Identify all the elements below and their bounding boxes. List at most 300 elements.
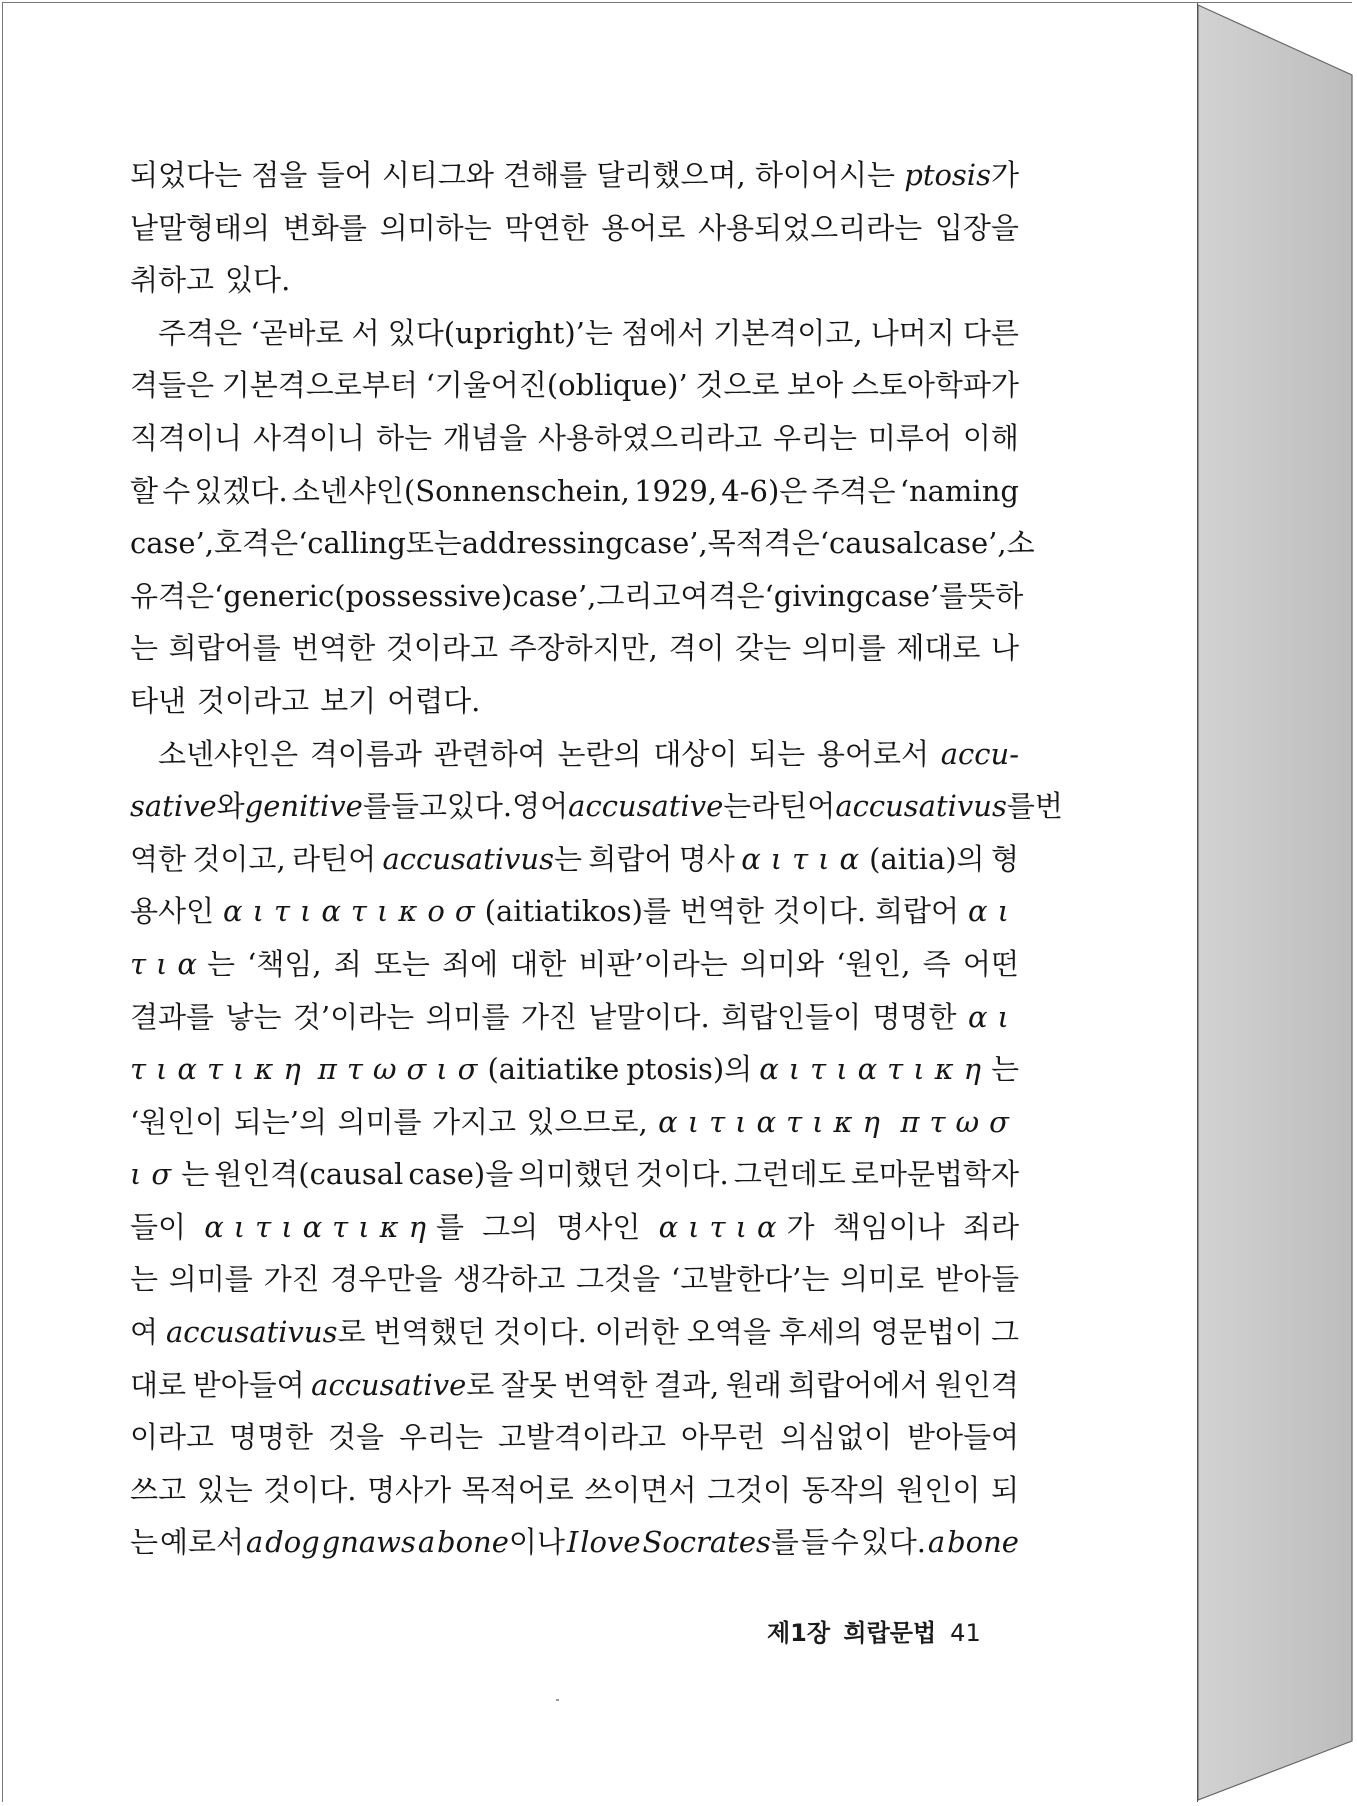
word-group [526,1096,647,1149]
word: 제대로 [896,631,981,666]
word: 호격은 [214,526,299,561]
word: 받아들여 [906,1420,1019,1455]
word-group [462,517,624,570]
word: 기본격으로부터 [221,368,418,403]
book-edge-graphic [1198,3,1353,1802]
text-line [130,885,1019,938]
word: ‘calling [298,526,406,561]
text-line [130,1464,1019,1517]
word: bone [947,1525,1019,1560]
greek-word: αιτια [658,1209,787,1244]
word-group [386,622,498,675]
word: 후세의 [778,1315,863,1350]
word: 영문법이 [870,1315,983,1350]
word: 번역했던 [373,1315,486,1350]
word: 되는 [749,736,806,771]
word-group [900,1096,1019,1149]
word-group [318,1043,619,1096]
word-group [330,1253,442,1306]
word: 결과를 [130,999,215,1034]
text-line [130,728,1019,781]
word: 격이 [668,631,725,666]
word: 명명한 [228,1420,314,1455]
word-group [835,780,1035,833]
word: 들어 [316,158,373,192]
word: Socrates [642,1525,771,1560]
greek-word: τιατικη [130,1052,311,1087]
book-edge [1198,3,1353,1802]
word: case’를 [864,578,968,613]
word: 죄 [333,946,362,981]
word: 명명한 [872,999,957,1034]
word: 용어로서 [816,736,929,771]
word-group [382,833,582,886]
word: 것으로 [695,368,780,403]
word: 있겠다. [194,473,288,508]
word: genitive [244,789,363,824]
word-group [509,622,658,675]
word: 생각하고 [453,1262,566,1297]
greek-word: αιτιατικοσ [222,894,485,929]
text-line [130,622,1019,675]
word-group [494,1306,587,1359]
word: ‘causal [819,526,923,561]
word: 있는 [196,1472,253,1507]
word: 의미했던 [518,1157,631,1192]
word-group [749,728,805,781]
word-group [158,728,298,781]
word-group [759,1043,1019,1096]
word-group [442,938,498,991]
word-group [871,307,955,360]
word: 원인격(causal [214,1157,404,1192]
word-group [721,991,861,1044]
word-group [387,675,480,728]
word: 타낸 [130,683,187,718]
word-group [563,1359,647,1412]
word-group [851,1148,1019,1201]
word-group [896,1464,980,1517]
word-group [538,412,762,465]
word-group [820,517,923,570]
word-group [578,938,727,991]
word: 미루어 [867,420,952,455]
word-group [680,885,764,938]
greek-word: πτωσ [900,1104,1019,1139]
word-group [388,307,613,360]
word-group [250,307,343,360]
word: 하이어시는 [754,158,896,192]
word-group [596,570,680,623]
word-group [291,622,375,675]
word-group [904,149,1019,202]
word-group [512,780,568,833]
word: 를 [770,1525,799,1560]
word-group [963,938,1019,991]
word: 는 [553,841,582,876]
word: 들이 [130,1209,187,1244]
word: 가 [990,158,1019,192]
word-group [194,465,287,518]
word: 들 [800,1525,829,1560]
word: 뜻하 [967,578,1024,613]
word-group [130,254,214,307]
word-group [588,991,709,1044]
word-group [812,465,896,518]
word-group [426,991,510,1044]
book-page [3,3,1198,1802]
word: 는 [130,1525,159,1560]
word-group [130,1043,311,1096]
word: 로마문법학자 [850,1157,1019,1192]
word: 4-6)은 [721,473,808,508]
word-group [621,307,705,360]
text-line [130,1148,1019,1201]
word-group [576,1253,660,1306]
word: ‘책임, [247,946,322,981]
word-group [334,938,362,991]
word-group [764,570,864,623]
word: 를 [362,789,391,824]
word: 우리는 [772,420,857,455]
word: 명사가 [367,1472,452,1507]
word: 대한 [510,946,567,981]
word-group [130,1096,223,1149]
word-group [851,359,1019,412]
word-group [130,412,242,465]
word: 그의 [482,1209,539,1244]
word: 사용하였으리라고 [537,420,763,455]
word-group [504,202,588,255]
word: 는 [723,789,752,824]
word: 여격은 [680,578,765,613]
word-group [935,1359,1019,1412]
word: 영어 [512,789,569,824]
word: 할 [130,473,159,508]
word: 그런데도 [733,1157,846,1192]
word: 달리했으며, [596,158,746,192]
word: 어떤 [962,946,1019,981]
word: ‘naming [899,473,1019,508]
word-group [734,1148,846,1201]
word: 있으므로, [526,1104,648,1139]
word: 결과, [653,1367,720,1402]
word-group [225,254,290,307]
running-footer [767,1613,981,1648]
word: 사용되었으리라는 [698,210,923,245]
word: 가 [786,1209,815,1244]
word-group [751,780,835,833]
word: 희랍어를 [168,631,281,666]
word-group [246,1516,263,1569]
word-group [773,412,857,465]
word-group [695,359,779,412]
word-group [130,675,186,728]
word: 잘못 [500,1367,557,1402]
word: 와 [216,789,245,824]
word-group [568,780,751,833]
word: 서 [351,315,380,350]
word: 예로서 [159,1525,244,1560]
word-group [197,1464,253,1517]
word: (aitiatikos)를 [484,894,671,929]
word: 것이다. [493,1315,587,1350]
word-group [367,1464,451,1517]
word: ‘giving [764,578,865,613]
text-line [130,780,1063,833]
word: ‘generic(possessive) [214,578,513,613]
word: 수 [162,473,191,508]
word-group [222,359,418,412]
word-group [130,149,242,202]
word: a [245,1525,264,1560]
word: 는 [207,946,236,981]
word-group [130,359,214,412]
word-group [322,1516,416,1569]
text-line [130,1516,1019,1569]
word-group [779,1306,863,1359]
text-line [130,1306,1019,1359]
word: accusative [311,1367,467,1402]
word-group [740,938,824,991]
word: 격이름과 [309,736,422,771]
word: 또는 [373,946,430,981]
word-group [967,570,1023,623]
word-group [130,1306,158,1359]
word: addressing [461,526,624,561]
word: 그것을 [576,1262,661,1297]
word: 막연한 [504,210,589,245]
word: (aitiatike [487,1052,620,1087]
text-line [130,412,1019,465]
text-line [130,675,1019,728]
word-group [713,307,862,360]
word-group [658,1096,890,1149]
word-group [265,1516,320,1569]
word: 형 [990,841,1019,876]
word-group [642,1516,798,1569]
word-group [687,1306,771,1359]
text-line [130,1043,1019,1096]
word: 의미를 [801,631,886,666]
word-group [735,622,791,675]
word-group [434,728,546,781]
word-group [214,570,512,623]
word: 소넨샤인(Sonnenschein, [291,473,630,508]
word: dog [265,1525,320,1560]
word: 되었다는 [130,158,243,192]
word-group [192,833,285,886]
word: 1929, [634,473,718,508]
text-line [130,1201,1019,1254]
word: case’, [922,526,1007,561]
word: 번역한 [291,631,376,666]
word-group [169,1253,253,1306]
word: 수 [830,1525,859,1560]
word-group [214,517,298,570]
word: 또는 [405,526,462,561]
word-group [634,465,717,518]
word-group [896,622,980,675]
text-line [130,1096,1019,1149]
word-group [130,622,158,675]
word-group [292,833,376,886]
word: 점을 [251,158,308,192]
word-group [788,1359,928,1412]
word-group [130,1359,186,1412]
word: 것이라고 [197,683,310,718]
greek-word: ισ [130,1157,182,1192]
word: 명사인 [556,1209,641,1244]
word-group [817,728,929,781]
word-group [653,728,737,781]
word: 우리는 [398,1420,483,1455]
word: accu- [940,736,1019,771]
word: ‘원인이 [130,1104,224,1139]
word: 받아들 [934,1262,1019,1297]
word: 대로 [130,1367,187,1402]
word: 가지고 [431,1104,516,1139]
word: accusativus [835,789,1007,824]
word-group [418,1516,435,1569]
word-group [223,885,671,938]
word: 의미와 [739,946,824,981]
word-group [130,1464,186,1517]
word: 로 [337,1315,366,1350]
word-group [802,622,886,675]
word: 들고 [390,789,447,824]
word: 희랍어 [875,894,960,929]
word: 사격이니 [252,420,366,455]
word: a [927,1525,946,1560]
word: 로 [466,1367,495,1402]
word: 이해 [962,420,1019,455]
word-group [726,1359,782,1412]
word: 책임이나 [832,1209,945,1244]
chapter-title: 제1장 희랍문법 [767,1619,937,1647]
word-group [584,1464,696,1517]
word-group [204,1201,464,1254]
word-group [320,675,376,728]
word-group [787,359,843,412]
word: (aitia)의 [869,841,985,876]
word-group [229,1411,313,1464]
text-line [130,1253,1019,1306]
word-group [681,1411,765,1464]
word: 논란의 [557,736,642,771]
word-group [130,570,214,623]
word: I [566,1525,579,1560]
word-group [721,465,807,518]
word-group [130,938,235,991]
word-group [453,1253,565,1306]
word-group [601,202,685,255]
word-group [698,202,922,255]
word-group [328,1411,384,1464]
word-group [991,1306,1019,1359]
word-group [968,991,1019,1044]
word: 는 [130,1262,159,1297]
word-group [991,622,1019,675]
print-speck [556,1699,559,1701]
word-group [503,149,587,202]
text-line [130,202,1019,255]
word: 번역한 [563,1367,648,1402]
word-group [166,1306,366,1359]
word-group [596,149,745,202]
word: accusative [568,789,724,824]
word: 쓰이면서 [584,1472,697,1507]
word-group [292,465,630,518]
word-group [873,991,957,1044]
text-line [130,307,1019,360]
word: 원래 [725,1367,782,1402]
word: 역한 [130,841,187,876]
word: 있다(upright)’는 [387,315,613,350]
word-group [406,517,462,570]
word-group [193,1359,305,1412]
text-line [130,938,1019,991]
word: 것’이라는 [292,999,415,1034]
word-group [234,1096,327,1149]
word-group [963,412,1019,465]
word-group [680,570,764,623]
word-group [376,412,432,465]
word: 변화를 [282,210,367,245]
word-group [991,1464,1019,1517]
word: 주격은 [158,315,243,350]
word: 를 [1006,789,1035,824]
text-line [130,149,1019,202]
word-group [654,1359,719,1412]
word-group [963,1201,1019,1254]
word-group [935,1253,1019,1306]
word-group [130,1516,158,1569]
word-group [130,780,245,833]
word: 경우만을 [330,1262,443,1297]
word: accusativus [382,841,554,876]
word-group [947,1516,1019,1569]
word: 이나 [508,1525,565,1560]
greek-word: αιτιατικη [759,1052,991,1087]
word-group [871,1306,983,1359]
word: 유격은 [130,578,215,613]
word-group [408,1148,513,1201]
word-group [928,1516,945,1569]
word-group [317,149,373,202]
word-group [380,202,492,255]
word-group [498,1411,666,1464]
word: ptosis [904,158,991,192]
word-group [214,1148,403,1201]
word-group [311,1359,494,1412]
word-group [382,149,494,202]
word: 여 [130,1315,159,1350]
word: 이라고 [130,1420,215,1455]
word-group [935,202,1019,255]
word-group [130,517,214,570]
word: 번 [1034,789,1063,824]
word: case)을 [408,1157,514,1192]
word-group [197,675,309,728]
word: 의미를 [168,1262,253,1297]
word-group [875,885,959,938]
word: 오역을 [686,1315,771,1350]
word: 는 [130,631,159,666]
word: 다른 [962,315,1019,350]
word: 그것이 [707,1472,792,1507]
word-group [900,465,1019,518]
